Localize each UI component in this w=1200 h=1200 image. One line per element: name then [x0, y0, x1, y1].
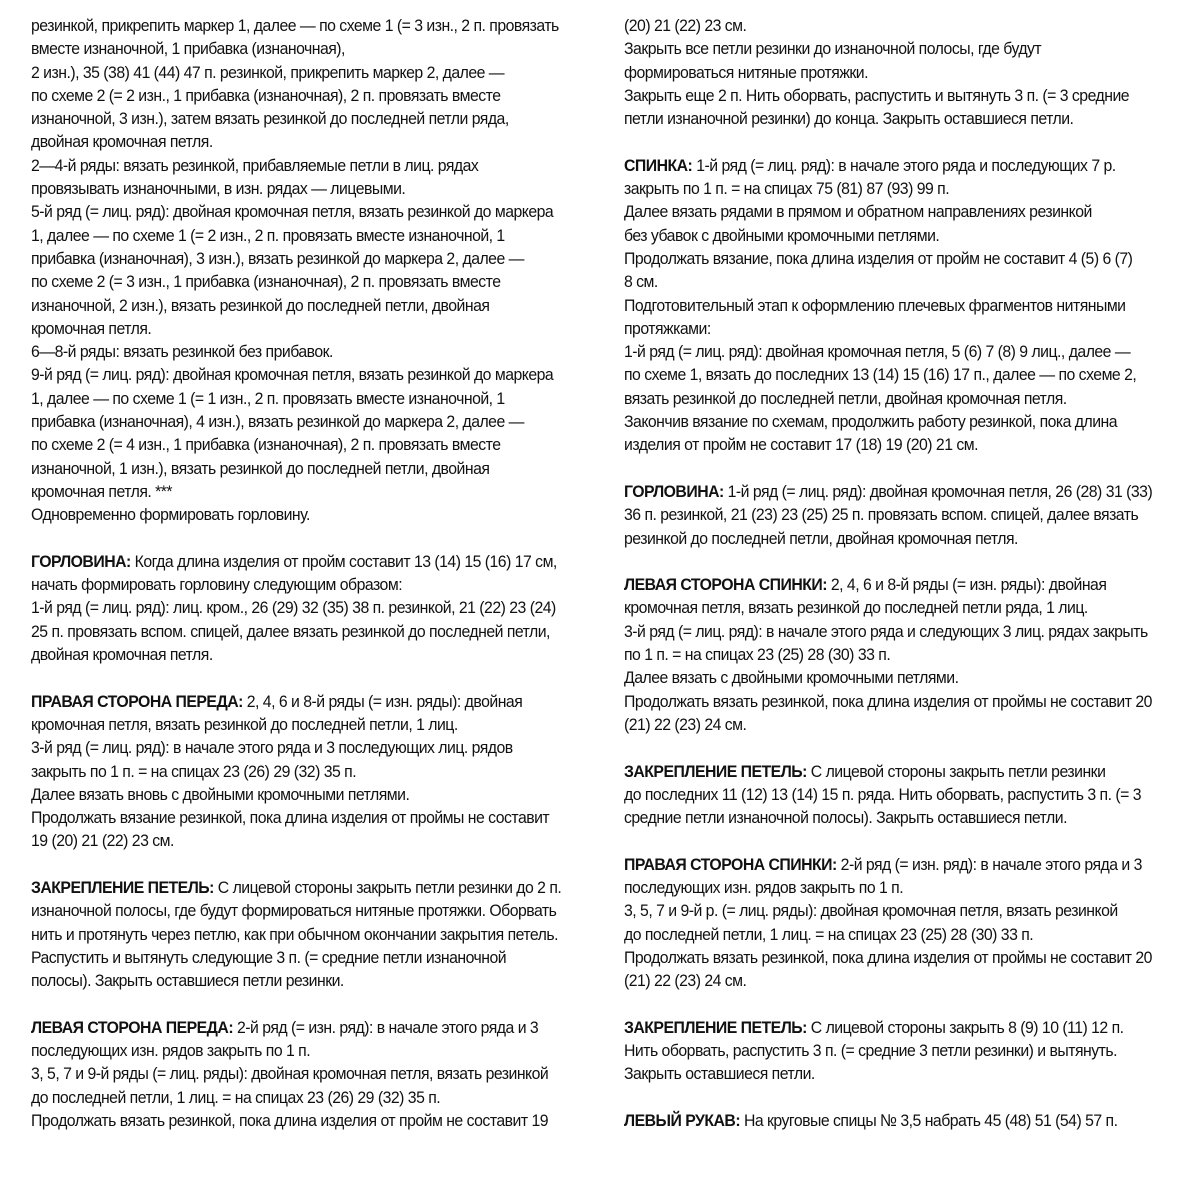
line-text: провязывать изнаночными, в изн. рядах — лицевыми.	[31, 179, 406, 199]
text-line	[624, 527, 1152, 550]
line-text: Продолжать вязание резинкой, пока длина изделия от проймы не составит	[31, 808, 550, 828]
line-text: 2, 4, 6 и 8-й ряды (= изн. ряды): двойная	[242, 691, 523, 711]
text-line	[624, 61, 1152, 84]
line-text: 3-й ряд (= лиц. ряд): в начале этого ряда и следующих 3 лиц. рядах закрыть	[624, 621, 1148, 641]
line-text: 6—8-й ряды: вязать резинкой без прибавок.	[31, 342, 333, 362]
line-text: (21) 22 (23) 24 см.	[624, 714, 747, 734]
text-line	[31, 1039, 561, 1062]
right-text-column	[624, 14, 1152, 1132]
text-line	[31, 270, 561, 293]
text-line	[624, 620, 1152, 643]
line-text: Нить оборвать, распустить 3 п. (= средние 3 петли резинки) и вытянуть.	[624, 1041, 1117, 1061]
section-paragraph-line	[31, 876, 561, 899]
line-text: до последних 11 (12) 13 (14) 15 п. ряда. Нить оборвать, распустить 3 п. (= 3	[624, 784, 1141, 804]
line-text: Продолжать вязать резинкой, пока длина изделия от проймы не составит 20	[624, 947, 1152, 967]
section-paragraph-line	[624, 480, 1152, 503]
line-text: Продолжать вязание, пока длина изделия от пройм не составит 4 (5) 6 (7)	[624, 248, 1133, 268]
text-line	[624, 503, 1152, 526]
line-text: 2-й ряд (= изн. ряд): в начале этого ряда и 3	[836, 854, 1142, 874]
text-line	[624, 783, 1152, 806]
line-text: 3-й ряд (= лиц. ряд): в начале этого ряда и 3 последующих лиц. рядов	[31, 738, 513, 758]
text-line	[31, 969, 561, 992]
text-line	[624, 1039, 1152, 1062]
section-heading: ЗАКРЕПЛЕНИЕ ПЕТЕЛЬ:	[624, 761, 807, 781]
text-line	[31, 340, 561, 363]
text-line	[31, 61, 561, 84]
line-text: по схеме 2 (= 2 изн., 1 прибавка (изнаночная), 2 п. провязать вместе	[31, 85, 501, 105]
line-text: изнаночной, 3 изн.), затем вязать резинкой до последней петли ряда,	[31, 109, 509, 129]
line-text: 1-й ряд (= лиц. ряд): в начале этого ряда и последующих 7 р.	[692, 155, 1116, 175]
line-text: по схеме 1, вязать до последних 13 (14) 15 (16) 17 п., далее — по схеме 2,	[624, 365, 1137, 385]
section-heading: ПРАВАЯ СТОРОНА СПИНКИ:	[624, 854, 837, 874]
line-text: 1-й ряд (= лиц. ряд): двойная кромочная петля, 26 (28) 31 (33)	[723, 481, 1153, 501]
text-line	[31, 946, 561, 969]
line-text: изнаночной, 2 изн.), вязать резинкой до последней петли, двойная	[31, 295, 490, 315]
text-line	[624, 433, 1152, 456]
section-heading: ЗАКРЕПЛЕНИЕ ПЕТЕЛЬ:	[624, 1017, 807, 1037]
line-text: Продолжать вязать резинкой, пока длина изделия от пройм не составит 19	[31, 1110, 549, 1130]
line-text: Одновременно формировать горловину.	[31, 505, 310, 525]
line-text: 9-й ряд (= лиц. ряд): двойная кромочная петля, вязать резинкой до маркера	[31, 365, 554, 385]
text-line	[31, 503, 561, 526]
line-text: резинкой, прикрепить маркер 1, далее — по схеме 1 (= 3 изн., 2 п. провязать	[31, 16, 559, 35]
line-text: двойная кромочная петля.	[31, 645, 213, 665]
section-heading: ЛЕВАЯ СТОРОНА СПИНКИ:	[624, 575, 828, 595]
text-line	[31, 596, 561, 619]
line-text: по схеме 2 (= 4 изн., 1 прибавка (изнаночная), 2 п. провязать вместе	[31, 435, 501, 455]
text-line	[31, 620, 561, 643]
text-line	[624, 666, 1152, 689]
text-line	[31, 899, 561, 922]
line-text: Закрыть оставшиеся петли.	[624, 1064, 815, 1084]
section-paragraph-line	[624, 853, 1152, 876]
text-line	[624, 84, 1152, 107]
line-text: Закончив вязание по схемам, продолжить работу резинкой, пока длина	[624, 412, 1118, 432]
line-text: Далее вязать вновь с двойными кромочными петлями.	[31, 784, 410, 804]
line-text: изнаночной полосы, где будут формироваться нитяные протяжки. Оборвать	[31, 901, 557, 921]
line-text: двойная кромочная петля.	[31, 132, 213, 152]
line-text: вместе изнаночной, 1 прибавка (изнаночная),	[31, 39, 345, 59]
text-line	[624, 247, 1152, 270]
line-text: последующих изн. рядов закрыть по 1 п.	[624, 877, 904, 897]
text-line	[31, 923, 561, 946]
section-paragraph-line	[624, 1016, 1152, 1039]
text-line	[624, 177, 1152, 200]
text-line	[624, 806, 1152, 829]
section-paragraph-line	[624, 760, 1152, 783]
text-line	[624, 317, 1152, 340]
text-line	[31, 410, 561, 433]
text-line	[31, 317, 561, 340]
text-line	[31, 1109, 561, 1132]
text-line	[31, 760, 561, 783]
line-text: 2, 4, 6 и 8-й ряды (= изн. ряды): двойная	[827, 575, 1107, 595]
text-line	[624, 946, 1152, 969]
line-text: 3, 5, 7 и 9-й ряды (= лиц. ряды): двойная кромочная петля, вязать резинкой	[31, 1064, 549, 1084]
section-heading: ЗАКРЕПЛЕНИЕ ПЕТЕЛЬ:	[31, 877, 214, 897]
section-heading: ЛЕВЫЙ РУКАВ:	[624, 1110, 741, 1130]
line-text: Продолжать вязать резинкой, пока длина изделия от проймы не составит 20	[624, 691, 1152, 711]
text-line	[624, 107, 1152, 130]
text-line	[624, 14, 1152, 37]
text-line	[624, 969, 1152, 992]
text-line	[624, 1062, 1152, 1085]
section-paragraph-line	[624, 1109, 1152, 1132]
line-text: 1-й ряд (= лиц. ряд): лиц. кром., 26 (29) 32 (35) 38 п. резинкой, 21 (22) 23 (24)	[31, 598, 556, 618]
text-line	[31, 1086, 561, 1109]
text-line	[624, 340, 1152, 363]
text-line	[624, 899, 1152, 922]
line-text: 1, далее — по схеме 1 (= 1 изн., 2 п. провязать вместе изнаночной, 1	[31, 388, 505, 408]
text-line	[624, 387, 1152, 410]
line-text: нить и протянуть через петлю, как при обычном окончании закрытия петель.	[31, 924, 559, 944]
text-line	[624, 410, 1152, 433]
text-line	[31, 806, 561, 829]
text-line	[31, 294, 561, 317]
line-text: 1, далее — по схеме 1 (= 2 изн., 2 п. провязать вместе изнаночной, 1	[31, 225, 505, 245]
text-line	[31, 224, 561, 247]
line-text: 2-й ряд (= изн. ряд): в начале этого ряда и 3	[233, 1017, 539, 1037]
text-line	[624, 363, 1152, 386]
line-text: изнаночной, 1 изн.), вязать резинкой до последней петли, двойная	[31, 458, 490, 478]
line-text: С лицевой стороны закрыть петли резинки	[806, 761, 1106, 781]
text-line	[31, 363, 561, 386]
line-text: кромочная петля, вязать резинкой до последней петли, 1 лиц.	[31, 714, 458, 734]
line-text: Далее вязать с двойными кромочными петлями.	[624, 668, 959, 688]
line-text: формироваться нитяные протяжки.	[624, 62, 868, 82]
line-text: до последней петли, 1 лиц. = на спицах 23 (25) 28 (30) 33 п.	[624, 924, 1034, 944]
line-text: вязать резинкой до последней петли, двойная кромочная петля.	[624, 388, 1067, 408]
line-text: до последней петли, 1 лиц. = на спицах 23 (26) 29 (32) 35 п.	[31, 1087, 441, 1107]
text-line	[31, 14, 561, 37]
text-line	[31, 573, 561, 596]
text-line	[624, 200, 1152, 223]
text-line	[31, 107, 561, 130]
text-line	[31, 643, 561, 666]
text-line	[31, 200, 561, 223]
text-line	[624, 270, 1152, 293]
line-text: по схеме 2 (= 3 изн., 1 прибавка (изнаночная), 2 п. провязать вместе	[31, 272, 501, 292]
line-text: протяжками:	[624, 318, 711, 338]
line-text: резинкой до последней петли, двойная кромочная петля.	[624, 528, 1018, 548]
section-heading: ЛЕВАЯ СТОРОНА ПЕРЕДА:	[31, 1017, 234, 1037]
line-text: Когда длина изделия от пройм составит 13 (14) 15 (16) 17 см,	[130, 551, 557, 571]
line-text: С лицевой стороны закрыть петли резинки до 2 п.	[213, 877, 562, 897]
text-line	[31, 247, 561, 270]
line-text: начать формировать горловину следующим образом:	[31, 575, 403, 595]
line-text: кромочная петля. ***	[31, 481, 173, 501]
section-heading: ГОРЛОВИНА:	[624, 481, 724, 501]
text-line	[31, 829, 561, 852]
section-paragraph-line	[624, 154, 1152, 177]
text-line	[31, 387, 561, 410]
line-text: Закрыть еще 2 п. Нить оборвать, распустить и вытянуть 3 п. (= 3 средние	[624, 85, 1130, 105]
line-text: закрыть по 1 п. = на спицах 23 (26) 29 (32) 35 п.	[31, 761, 357, 781]
text-line	[31, 480, 561, 503]
text-line	[31, 1062, 561, 1085]
line-text: полосы). Закрыть оставшиеся петли резинки.	[31, 971, 344, 991]
text-line	[31, 457, 561, 480]
text-line	[624, 596, 1152, 619]
text-line	[624, 713, 1152, 736]
text-line	[624, 37, 1152, 60]
line-text: изделия от пройм не составит 17 (18) 19 (20) 21 см.	[624, 435, 979, 455]
line-text: Закрыть все петли резинки до изнаночной полосы, где будут	[624, 39, 1042, 59]
text-line	[31, 713, 561, 736]
line-text: средние петли изнаночной полосы). Закрыть оставшиеся петли.	[624, 808, 1067, 828]
line-text: закрыть по 1 п. = на спицах 75 (81) 87 (93) 99 п.	[624, 179, 950, 199]
text-line	[624, 876, 1152, 899]
text-line	[624, 643, 1152, 666]
section-paragraph-line	[31, 550, 561, 573]
line-text: Далее вязать рядами в прямом и обратном направлениях резинкой	[624, 202, 1092, 222]
line-text: На круговые спицы № 3,5 набрать 45 (48) 51 (54) 57 п.	[740, 1110, 1118, 1130]
text-line	[624, 224, 1152, 247]
text-line	[31, 37, 561, 60]
section-heading: ГОРЛОВИНА:	[31, 551, 131, 571]
text-line	[624, 294, 1152, 317]
line-text: 2—4-й ряды: вязать резинкой, прибавляемые петли в лиц. рядах	[31, 155, 479, 175]
text-line	[624, 690, 1152, 713]
line-text: кромочная петля.	[31, 318, 152, 338]
section-paragraph-line	[624, 573, 1152, 596]
text-line	[624, 923, 1152, 946]
line-text: 8 см.	[624, 272, 658, 292]
line-text: Распустить и вытянуть следующие 3 п. (= средние петли изнаночной	[31, 947, 507, 967]
line-text: 5-й ряд (= лиц. ряд): двойная кромочная петля, вязать резинкой до маркера	[31, 202, 554, 222]
line-text: прибавка (изнаночная), 4 изн.), вязать резинкой до маркера 2, далее —	[31, 412, 524, 432]
text-line	[31, 433, 561, 456]
text-line	[31, 736, 561, 759]
section-paragraph-line	[31, 1016, 561, 1039]
section-heading: СПИНКА:	[624, 155, 693, 175]
line-text: последующих изн. рядов закрыть по 1 п.	[31, 1041, 311, 1061]
section-paragraph-line	[31, 690, 561, 713]
line-text: 36 п. резинкой, 21 (23) 23 (25) 25 п. провязать вспом. спицей, далее вязать	[624, 505, 1139, 525]
line-text: 19 (20) 21 (22) 23 см.	[31, 831, 174, 851]
line-text: Подготовительный этап к оформлению плечевых фрагментов нитяными	[624, 295, 1126, 315]
line-text: (21) 22 (23) 24 см.	[624, 971, 747, 991]
text-line	[31, 130, 561, 153]
left-text-column	[31, 14, 561, 1132]
text-line	[31, 177, 561, 200]
text-line	[31, 84, 561, 107]
line-text: петли изнаночной резинки) до конца. Закрыть оставшиеся петли.	[624, 109, 1074, 129]
line-text: 25 п. провязать вспом. спицей, далее вязать резинкой до последней петли,	[31, 621, 550, 641]
line-text: (20) 21 (22) 23 см.	[624, 16, 747, 35]
line-text: по 1 п. = на спицах 23 (25) 28 (30) 33 п.	[624, 645, 891, 665]
line-text: 2 изн.), 35 (38) 41 (44) 47 п. резинкой, прикрепить маркер 2, далее —	[31, 62, 505, 82]
text-line	[31, 783, 561, 806]
section-heading: ПРАВАЯ СТОРОНА ПЕРЕДА:	[31, 691, 243, 711]
line-text: без убавок с двойными кромочными петлями.	[624, 225, 940, 245]
line-text: С лицевой стороны закрыть 8 (9) 10 (11) 12 п.	[806, 1017, 1124, 1037]
line-text: 1-й ряд (= лиц. ряд): двойная кромочная петля, 5 (6) 7 (8) 9 лиц., далее —	[624, 342, 1131, 362]
line-text: 3, 5, 7 и 9-й р. (= лиц. ряды): двойная кромочная петля, вязать резинкой	[624, 901, 1118, 921]
line-text: кромочная петля, вязать резинкой до последней петли ряда, 1 лиц.	[624, 598, 1088, 618]
line-text: прибавка (изнаночная), 3 изн.), вязать резинкой до маркера 2, далее —	[31, 248, 524, 268]
text-line	[31, 154, 561, 177]
